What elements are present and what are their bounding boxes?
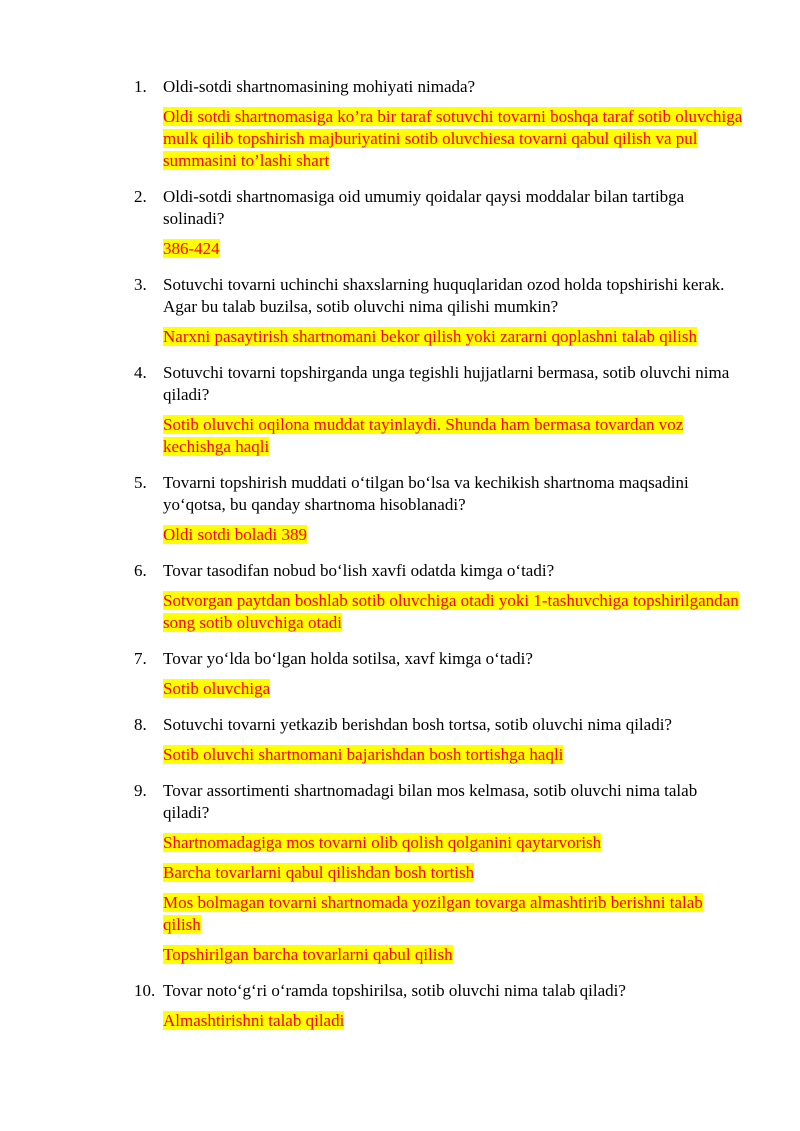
question-content bbox=[163, 362, 743, 466]
question-item bbox=[134, 362, 750, 466]
highlighted-answer-text: Almashtirishni talab qiladi bbox=[163, 1011, 345, 1030]
question-number: 9. bbox=[134, 781, 147, 800]
question-text: Tovar noto‘g‘ri o‘ramda topshirilsa, sotib oluvchi nima talab qiladi? bbox=[163, 981, 626, 1000]
question-content bbox=[163, 76, 743, 180]
question-text: Tovar tasodifan nobud bo‘lish xavfi odatda kimga o‘tadi? bbox=[163, 561, 555, 580]
answer-block bbox=[163, 106, 743, 172]
highlighted-answer-text: 386-424 bbox=[163, 239, 220, 258]
answer-block bbox=[163, 1010, 743, 1032]
question-list bbox=[134, 76, 750, 1040]
highlighted-answer-text: Sotib oluvchi shartnomani bajarishdan bosh tortishga haqli bbox=[163, 745, 564, 764]
highlighted-answer-text: Narxni pasaytirish shartnomani bekor qilish yoki zararni qoplashni talab qilish bbox=[163, 327, 697, 346]
highlighted-answer-text: Shartnomadagiga mos tovarni olib qolish qolganini qaytarvorish bbox=[163, 833, 602, 852]
highlighted-answer-text: Oldi sotdi boladi 389 bbox=[163, 525, 308, 544]
question-content bbox=[163, 274, 743, 356]
question-item bbox=[134, 780, 750, 974]
question-number: 7. bbox=[134, 649, 147, 668]
question-text: Oldi-sotdi shartnomasining mohiyati nimada? bbox=[163, 77, 476, 96]
answer-block bbox=[163, 862, 743, 884]
question-item bbox=[134, 560, 750, 642]
highlighted-answer-text: Mos bolmagan tovarni shartnomada yozilgan tovarga almashtirib berishni talab qilish bbox=[163, 893, 703, 934]
question-content bbox=[163, 980, 743, 1040]
question-number: 10. bbox=[134, 981, 156, 1000]
question-number: 4. bbox=[134, 363, 147, 382]
answer-block bbox=[163, 944, 743, 966]
highlighted-answer-text: Oldi sotdi shartnomasiga ko’ra bir taraf sotuvchi tovarni boshqa taraf sotib oluvchiga mulk qilib topshirish majburiyatini sotib oluvchiesa tovarni qabul qilish va pul summasini to’lashi shart bbox=[163, 107, 743, 170]
question-content bbox=[163, 472, 743, 554]
question-content bbox=[163, 648, 743, 708]
question-number: 6. bbox=[134, 561, 147, 580]
answer-block bbox=[163, 524, 743, 546]
highlighted-answer-text: Topshirilgan barcha tovarlarni qabul qilish bbox=[163, 945, 453, 964]
question-number: 1. bbox=[134, 77, 147, 96]
question-item bbox=[134, 980, 750, 1040]
question-text: Sotuvchi tovarni topshirganda unga tegishli hujjatlarni bermasa, sotib oluvchi nima qiladi? bbox=[163, 363, 730, 404]
answer-block bbox=[163, 414, 743, 458]
answer-block bbox=[163, 326, 743, 348]
answer-block bbox=[163, 678, 743, 700]
answer-block bbox=[163, 832, 743, 854]
highlighted-answer-text: Sotib oluvchiga bbox=[163, 679, 271, 698]
question-item bbox=[134, 714, 750, 774]
question-content bbox=[163, 186, 743, 268]
question-text: Tovar yo‘lda bo‘lgan holda sotilsa, xavf kimga o‘tadi? bbox=[163, 649, 533, 668]
question-content bbox=[163, 560, 743, 642]
question-content bbox=[163, 780, 743, 974]
highlighted-answer-text: Sotib oluvchi oqilona muddat tayinlaydi. Shunda ham bermasa tovardan voz kechishga haqli bbox=[163, 415, 684, 456]
highlighted-answer-text: Barcha tovarlarni qabul qilishdan bosh tortish bbox=[163, 863, 475, 882]
question-item bbox=[134, 648, 750, 708]
question-text: Oldi-sotdi shartnomasiga oid umumiy qoidalar qaysi moddalar bilan tartibga solinadi? bbox=[163, 187, 685, 228]
question-text: Sotuvchi tovarni yetkazib berishdan bosh tortsa, sotib oluvchi nima qiladi? bbox=[163, 715, 672, 734]
question-content bbox=[163, 714, 743, 774]
answer-block bbox=[163, 892, 743, 936]
question-text: Tovarni topshirish muddati o‘tilgan bo‘lsa va kechikish shartnoma maqsadini yo‘qotsa, bu qanday shartnoma hisoblanadi? bbox=[163, 473, 689, 514]
answer-block bbox=[163, 590, 743, 634]
question-text: Tovar assortimenti shartnomadagi bilan mos kelmasa, sotib oluvchi nima talab qiladi? bbox=[163, 781, 698, 822]
question-item bbox=[134, 186, 750, 268]
question-item bbox=[134, 76, 750, 180]
question-number: 3. bbox=[134, 275, 147, 294]
question-number: 5. bbox=[134, 473, 147, 492]
question-item bbox=[134, 472, 750, 554]
question-number: 2. bbox=[134, 187, 147, 206]
answer-block bbox=[163, 744, 743, 766]
answer-block bbox=[163, 238, 743, 260]
question-number: 8. bbox=[134, 715, 147, 734]
question-item bbox=[134, 274, 750, 356]
question-text: Sotuvchi tovarni uchinchi shaxslarning huquqlaridan ozod holda topshirishi kerak. Agar bu talab buzilsa, sotib oluvchi nima qilishi mumkin? bbox=[163, 275, 725, 316]
highlighted-answer-text: Sotvorgan paytdan boshlab sotib oluvchiga otadi yoki 1-tashuvchiga topshirilgandan song sotib oluvchiga otadi bbox=[163, 591, 739, 632]
